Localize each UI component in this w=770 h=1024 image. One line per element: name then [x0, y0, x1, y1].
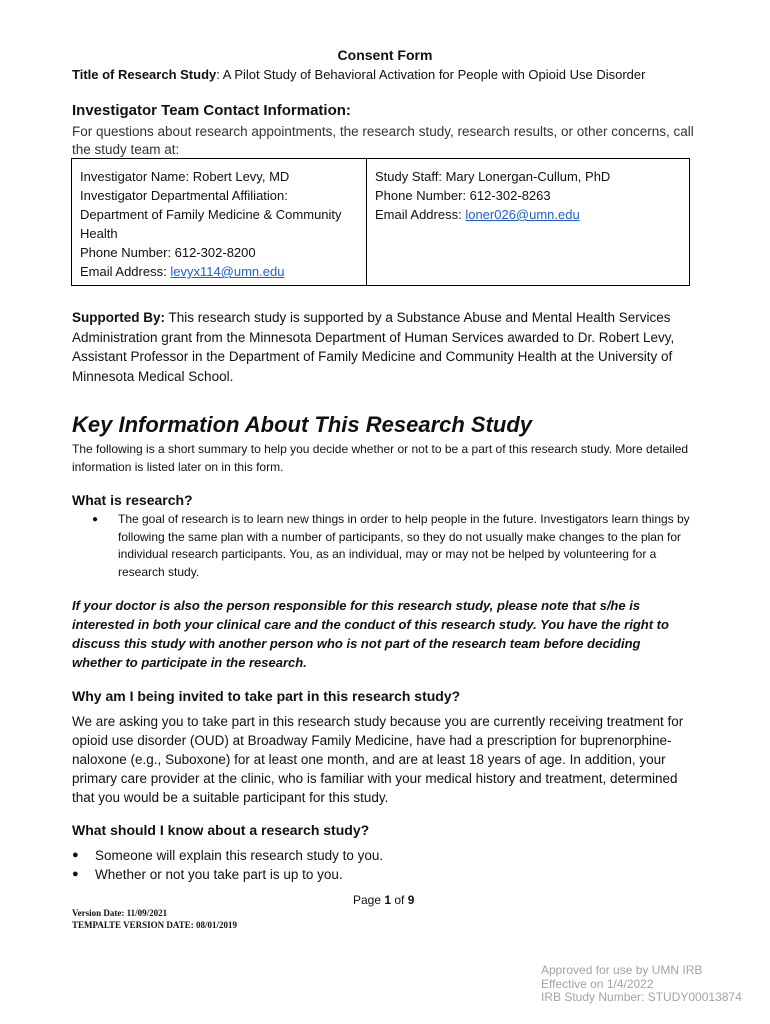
page-of: of: [391, 893, 408, 907]
staff-phone: Phone Number: 612-302-8263: [375, 188, 551, 203]
why-invited-heading: Why am I being invited to take part in this research study?: [72, 688, 461, 704]
contact-intro: For questions about research appointments, the research study, research results, or other concerns, call the study team at:: [72, 124, 694, 157]
staff-email-row: [375, 205, 681, 224]
staff-name: Study Staff: Mary Lonergan-Cullum, PhD: [375, 169, 611, 184]
supported-by-text: This research study is supported by a Substance Abuse and Mental Health Services Administration grant from the Minnesota Department of Human Services awarded to Dr. Robert Levy, Assistant Professor in the Department of Family Medicine and Community Health at the University of Minnesota Medical School.: [72, 310, 675, 384]
doctor-responsibility-notice: If your doctor is also the person responsible for this research study, please note that s/he is interested in both your clinical care and the conduct of this research study. You have the right to discuss this study with another person who is not part of the research team before deciding whether to participate in the research.: [72, 598, 669, 670]
bullet-icon: ●: [72, 849, 79, 861]
page-prefix: Page: [353, 893, 385, 907]
investigator-name: Investigator Name: Robert Levy, MD: [80, 169, 290, 184]
supported-by-label: Supported By:: [72, 310, 165, 325]
what-is-research-list: [92, 511, 702, 581]
study-title-label: Title of Research Study: [72, 67, 217, 82]
investigator-cell: [72, 159, 367, 285]
list-item: [72, 865, 692, 884]
page-current: 1: [384, 893, 392, 907]
irb-approval-stamp: [541, 964, 742, 1005]
study-title-value: : A Pilot Study of Behavioral Activation for People with Opioid Use Disorder: [216, 67, 646, 82]
investigator-email-link[interactable]: levyx114@umn.edu: [170, 264, 285, 279]
template-version-date: TEMPALTE VERSION DATE: 08/01/2019: [72, 920, 237, 930]
list-item: [92, 511, 702, 581]
supported-by-paragraph: [72, 308, 712, 386]
key-information-intro: The following is a short summary to help you decide whether or not to be a part of this research study. More detailed information is listed later on in this form.: [72, 442, 689, 474]
list-item-text: The goal of research is to learn new things in order to help people in the future. Investigators learn things by following the same plan with a number of participants, so they do not usually make changes to the plan for individual research participants. You, as an individual, may or may not be helped by volunteering for a research study.: [118, 512, 690, 579]
page-total: 9: [407, 893, 415, 907]
list-item-text: Someone will explain this research study to you.: [95, 848, 384, 863]
irb-approval-line: Approved for use by UMN IRB: [541, 963, 703, 977]
contact-heading: Investigator Team Contact Information:: [72, 102, 351, 119]
staff-email-link[interactable]: loner026@umn.edu: [465, 207, 580, 222]
why-invited-text: We are asking you to take part in this research study because you are currently receiving treatment for opioid use disorder (OUD) at Broadway Family Medicine, have had a prescription for buprenorphine-naloxone (e.g., Suboxone) for at least one month, and are at least 18 years of age. In addition, your primary care provider at the clinic, who is familiar with your medical history and treatment, determined that you would be a suitable participant for this study.: [72, 714, 684, 805]
list-item: [72, 846, 692, 865]
bullet-icon: ●: [92, 514, 99, 525]
what-is-research-heading: What is research?: [72, 492, 193, 508]
version-date: Version Date: 11/09/2021: [72, 908, 168, 918]
investigator-email-row: [80, 262, 358, 281]
bullet-icon: ●: [72, 868, 79, 880]
investigator-affiliation-value: Department of Family Medicine & Community Health: [80, 207, 342, 241]
list-item-text: Whether or not you take part is up to you.: [95, 867, 343, 882]
should-know-heading: What should I know about a research study?: [72, 822, 370, 838]
version-info: [72, 907, 237, 931]
staff-cell: [367, 159, 689, 285]
should-know-list: [72, 846, 692, 884]
irb-study-number-line: IRB Study Number: STUDY00013874: [541, 990, 742, 1004]
investigator-email-label: Email Address:: [80, 264, 171, 279]
staff-email-label: Email Address:: [375, 207, 466, 222]
study-title: [72, 67, 645, 82]
investigator-affiliation-label: Investigator Departmental Affiliation:: [80, 188, 288, 203]
contact-table: [71, 158, 690, 286]
investigator-phone: Phone Number: 612-302-8200: [80, 245, 256, 260]
page-number: [353, 893, 414, 907]
document-title: Consent Form: [337, 47, 433, 63]
key-information-heading: Key Information About This Research Study: [72, 412, 533, 437]
irb-effective-line: Effective on 1/4/2022: [541, 976, 654, 991]
